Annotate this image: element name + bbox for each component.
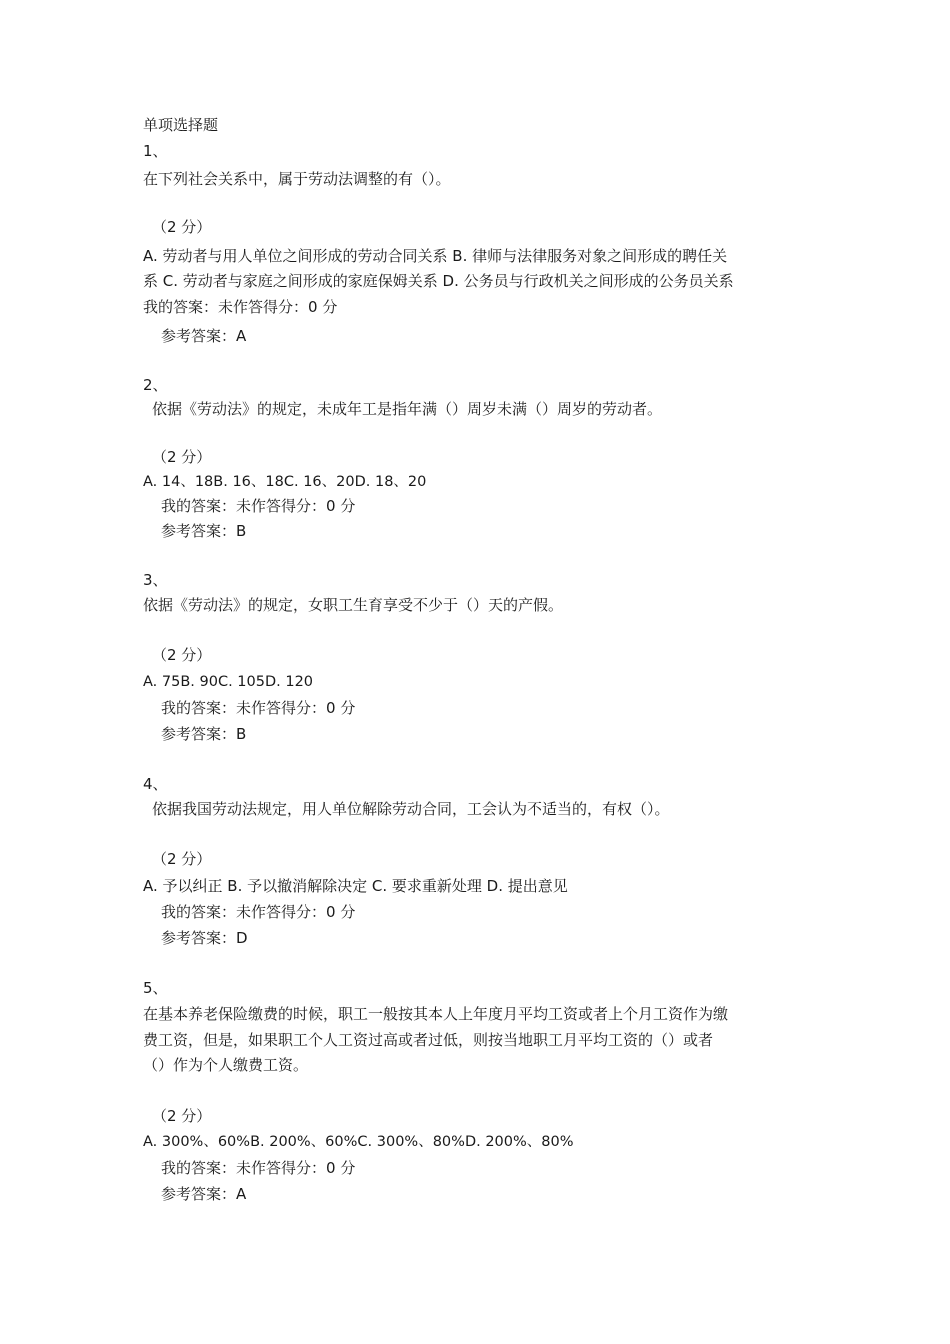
- question-stem: 在下列社会关系中，属于劳动法调整的有（）。: [143, 170, 451, 188]
- question-stem: 依据《劳动法》的规定，女职工生育享受不少于（）天的产假。: [143, 596, 564, 614]
- my-answer: 我的答案：未作答得分：0 分: [143, 298, 338, 316]
- question-stem: 在基本养老保险缴费的时候，职工一般按其本人上年度月平均工资或者上个月工资作为缴: [143, 1005, 729, 1023]
- my-answer: 我的答案：未作答得分：0 分: [161, 903, 356, 921]
- question-stem: 依据我国劳动法规定，用人单位解除劳动合同，工会认为不适当的，有权（）。: [152, 800, 670, 818]
- question-options: A. 14、18B. 16、18C. 16、20D. 18、20: [143, 474, 427, 490]
- question-number: 5、: [143, 979, 168, 997]
- question-number: 1、: [143, 142, 168, 160]
- question-number: 2、: [143, 376, 168, 394]
- reference-answer: 参考答案：D: [161, 929, 248, 947]
- my-answer: 我的答案：未作答得分：0 分: [161, 699, 356, 717]
- question-options: A. 75B. 90C. 105D. 120: [143, 674, 314, 690]
- my-answer: 我的答案：未作答得分：0 分: [161, 1159, 356, 1177]
- question-points: （2 分）: [152, 850, 212, 868]
- question-stem: 费工资，但是，如果职工个人工资过高或者过低，则按当地职工月平均工资的（）或者: [143, 1031, 714, 1049]
- question-options: A. 予以纠正 B. 予以撤消解除决定 C. 要求重新处理 D. 提出意见: [143, 877, 568, 895]
- question-stem: 依据《劳动法》的规定，未成年工是指年满（）周岁未满（）周岁的劳动者。: [152, 400, 663, 418]
- question-number: 4、: [143, 775, 168, 793]
- question-number: 3、: [143, 571, 168, 589]
- question-points: （2 分）: [152, 448, 212, 466]
- section-title: 单项选择题: [143, 116, 219, 134]
- reference-answer: 参考答案：A: [161, 327, 247, 345]
- question-options: A. 300%、60%B. 200%、60%C. 300%、80%D. 200%、80%: [143, 1134, 574, 1150]
- question-points: （2 分）: [152, 1107, 212, 1125]
- question-options: 系 C. 劳动者与家庭之间形成的家庭保姆关系 D. 公务员与行政机关之间形成的公务员关系: [143, 272, 734, 290]
- question-points: （2 分）: [152, 646, 212, 664]
- question-stem: （）作为个人缴费工资。: [143, 1056, 309, 1074]
- question-points: （2 分）: [152, 218, 212, 236]
- question-options: A. 劳动者与用人单位之间形成的劳动合同关系 B. 律师与法律服务对象之间形成的聘任关: [143, 247, 728, 265]
- reference-answer: 参考答案：B: [161, 522, 247, 540]
- reference-answer: 参考答案：A: [161, 1185, 247, 1203]
- my-answer: 我的答案：未作答得分：0 分: [161, 497, 356, 515]
- reference-answer: 参考答案：B: [161, 725, 247, 743]
